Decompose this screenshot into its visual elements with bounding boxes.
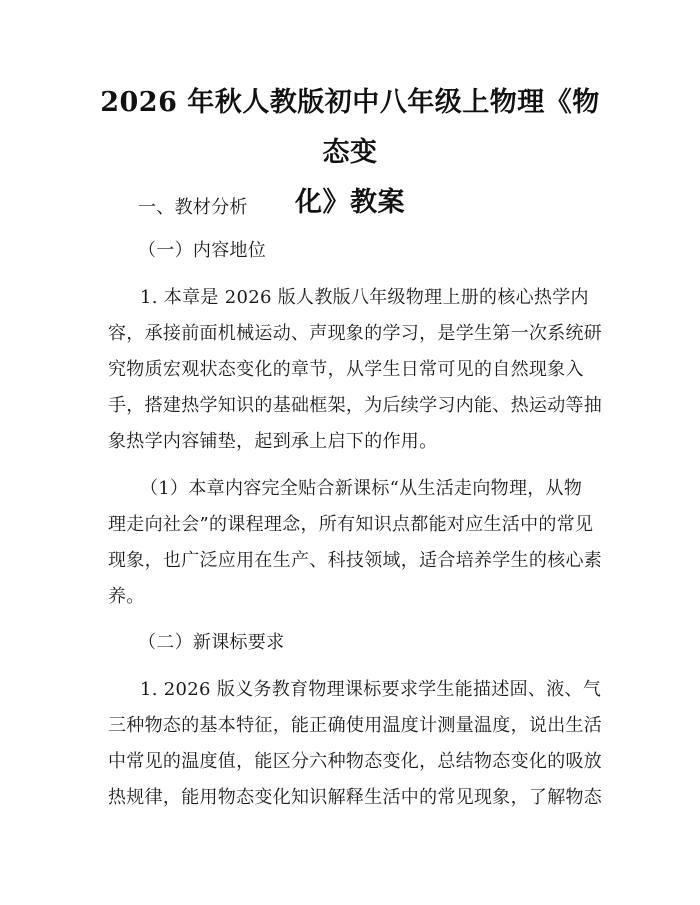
- paragraph-2-line-2: 理走向社会”的课程理念，所有知识点都能对应生活中的常见: [108, 514, 594, 535]
- paragraph-1-line-3: 究物质宏观状态变化的章节，从学生日常可见的自然现象入: [108, 359, 584, 380]
- subsection-heading-curriculum-requirements: （二）新课标要求: [138, 632, 285, 653]
- paragraph-3-line-3: 中常见的温度值，能区分六种物态变化，总结物态变化的吸放: [108, 751, 603, 772]
- paragraph-2-line-3: 现象，也广泛应用在生产、科技领域，适合培养学生的核心素: [108, 550, 603, 571]
- paragraph-1-line-1: 1. 本章是 2026 版人教版八年级物理上册的核心热学内: [140, 287, 589, 308]
- paragraph-3-line-2: 三种物态的基本特征，能正确使用温度计测量温度，说出生活: [108, 715, 603, 736]
- paragraph-3-line-4: 热规律，能用物态变化知识解释生活中的常见现象，了解物态: [108, 787, 603, 808]
- paragraph-3-line-1: 1. 2026 版义务教育物理课标要求学生能描述固、液、气: [140, 679, 602, 700]
- section-heading-textbook-analysis: 一、教材分析: [138, 197, 248, 218]
- title-line-1: 2026 年秋人教版初中八年级上物理《物态变: [100, 87, 600, 168]
- paragraph-1-line-5: 象热学内容铺垫，起到承上启下的作用。: [108, 431, 438, 452]
- paragraph-1-line-4: 手，搭建热学知识的基础框架，为后续学习内能、热运动等抽: [108, 395, 603, 416]
- title-line-2: 化》教案: [295, 187, 405, 218]
- subsection-heading-content-position: （一）内容地位: [138, 240, 267, 261]
- paragraph-2-line-4: 养。: [108, 586, 145, 607]
- paragraph-1-line-2: 容，承接前面机械运动、声现象的学习，是学生第一次系统研: [108, 323, 603, 344]
- paragraph-2-line-1: （1）本章内容完全贴合新课标“从生活走向物理，从物: [140, 478, 583, 499]
